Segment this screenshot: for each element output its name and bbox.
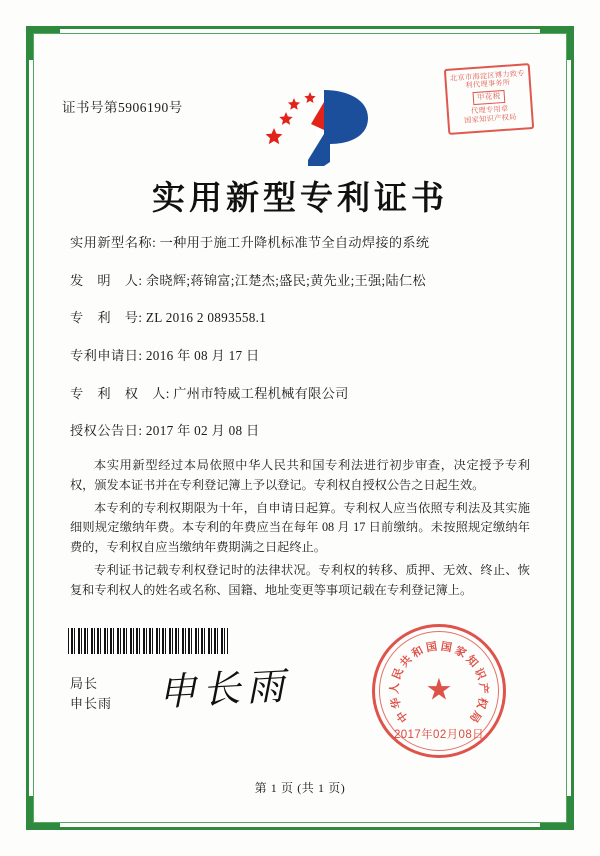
barcode (68, 628, 228, 654)
signature-block (70, 674, 112, 714)
official-round-seal (372, 624, 506, 758)
agency-seal-line2: 甲花税 (473, 90, 506, 105)
field-value: 2016 年 08 月 17 日 (145, 347, 260, 363)
agency-seal-stamp (444, 63, 534, 135)
field-row (70, 309, 530, 326)
patent-fields (70, 234, 530, 460)
signer-role-label: 局长 (70, 676, 99, 691)
field-label: 授权公告日: (70, 423, 143, 439)
field-label: 实用新型名称: (70, 235, 157, 250)
field-label: 专 利 号: (70, 310, 143, 326)
handwritten-signature: 申长雨 (157, 665, 292, 715)
certificate-number: 证书号第5906190号 (62, 100, 183, 115)
signer-name-label: 申长雨 (70, 696, 113, 712)
certificate-content (46, 46, 554, 810)
field-row (70, 422, 530, 439)
field-row (70, 347, 530, 364)
legal-text (70, 456, 530, 603)
seal-arc-text: 中 华 人 民 共 和 国 国 家 知 识 产 权 局 (388, 640, 490, 725)
field-value: 余晓辉;蒋锦富;江楚杰;盛民;黄先业;王强;陆仁松 (145, 272, 426, 288)
field-value: 2017 年 02 月 08 日 (145, 423, 260, 439)
field-row (70, 234, 530, 251)
field-label: 专 利 权 人: (70, 385, 170, 401)
agency-seal-line1: 北京市海淀区博力致专利代理事务所 (449, 68, 526, 91)
agency-seal-line4: 国家知识产权局 (463, 112, 517, 126)
page-title: 实用新型专利证书 (152, 181, 448, 217)
field-value: 广州市特威工程机械有限公司 (173, 385, 349, 401)
legal-paragraph: 本实用新型经过本局依照中华人民共和国专利法进行初步审查，决定授予专利权，颁发本证书并在专利登记簿上予以登记。专利权自授权公告之日起生效。 (70, 458, 530, 492)
field-value: ZL 2016 2 0893558.1 (145, 310, 267, 326)
field-row (70, 272, 530, 289)
cnipa-flag-logo (264, 84, 384, 172)
field-value: 一种用于施工升降机标准节全自动焊接的系统 (159, 235, 430, 250)
field-label: 专利申请日: (70, 347, 143, 363)
legal-paragraph: 本专利的专利权期限为十年，自申请日起算。专利权人应当依照专利法及其实施细则规定缴纳年费。本专利的年费应当在每年 08 月 17 日前缴纳。未按照规定缴纳年费的，专利权自应当缴纳年费期满之日起终止。 (70, 500, 530, 555)
field-label: 发 明 人: (70, 272, 143, 288)
page-footer: 第 1 页 (共 1 页) (254, 781, 346, 795)
legal-paragraph: 专利证书记载专利权登记时的法律状况。专利权的转移、质押、无效、终止、恢复和专利权人的姓名或名称、国籍、地址变更等事项记载在专利登记簿上。 (70, 562, 530, 597)
agency-seal-line3: 代理专用章 (470, 103, 509, 116)
seal-date: 2017年02月08日 (393, 729, 485, 741)
seal-star-icon: ★ (425, 673, 453, 707)
field-row (70, 385, 530, 402)
